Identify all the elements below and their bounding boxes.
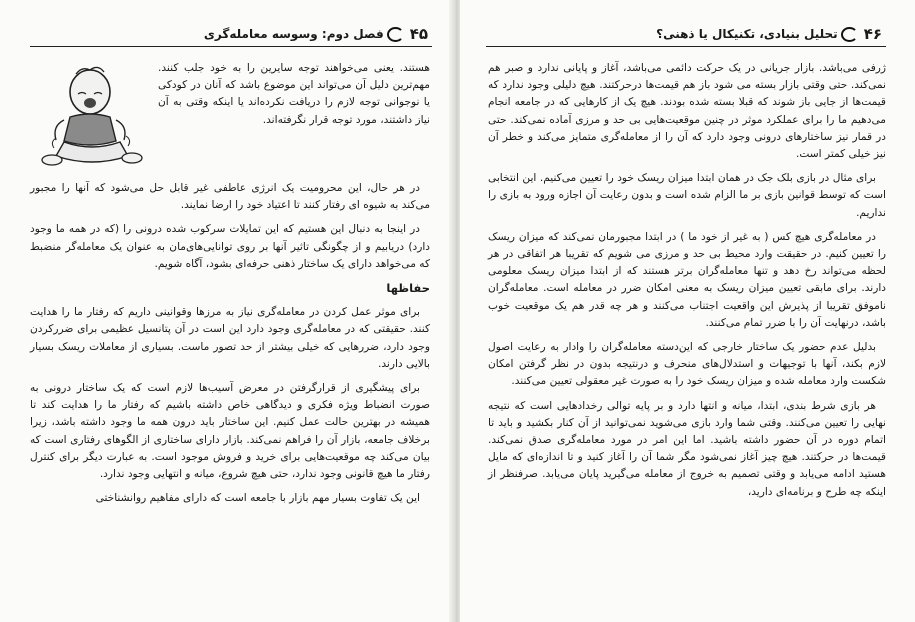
paragraph: در اینجا به دنبال این هستیم که این تمایلات سرکوب شده درونی را (که در همه ما وجود دارد) دریابیم و از چگونگی تاثیر آنها بر روی توانایی‌های‌مان به عنوان یک معامله‌گر منضبط که می‌خواهد دارای یک ساختار ذهنی حرفه‌ای بشود، آگاه شویم. bbox=[30, 223, 430, 270]
left-running-head bbox=[204, 24, 431, 44]
paragraph: در هر حال، این محرومیت یک انرژی عاطفی غیر قابل حل می‌شود که آنها را مجبور می‌کند به شیوه ای رفتار کنند تا اعتیاد خود را ارضا نمایند. bbox=[30, 182, 430, 212]
paragraph: این یک تفاوت بسیار مهم بازار با جامعه است که دارای مفاهیم روانشناختی bbox=[95, 492, 420, 505]
paragraph: بدلیل عدم حضور یک ساختار خارجی که این‌دسته معامله‌گران را وادار به رعایت اصول لازم بکند، آنها با توجیهات و استدلال‌های منحرف و درنتیجه بدون در نظر گرفتن امکان شکست وارد معامله شده و میزان ریسک خود را به صورت غیر معقولی تعیین می‌کنند. bbox=[488, 341, 886, 388]
left-page bbox=[0, 0, 455, 622]
right-body-text bbox=[488, 60, 886, 508]
right-page-number: ۴۶ bbox=[863, 25, 882, 43]
section-heading: حفاظها bbox=[386, 281, 430, 296]
paragraph: در معامله‌گری هیچ کس ( به غیر از خود ما ) در ابتدا مجبورمان نمی‌کند که میزان ریسک را تعیین کنیم. در حقیقت وارد محیط بی حد و مرزی می شویم که تقریبا هر اتفاقی در هر لحظه می‌تواند رخ دهد و تنها معامله‌گران برتر هستند که از ابتدا میزان ریسک معلومی دارند. برای مابقی تعیین میزان ریسک به معنی امکان ضرر در معامله است. معامله‌گران ناموفق تقریبا از پذیرش این واقعیت اجتناب می‌کنند و هر چه قدر هم یک موقعیت خوب باشد، درنهایت آن را با ضرر تمام می‌کنند. bbox=[488, 230, 886, 329]
paragraph: برای موثر عمل کردن در معامله‌گری نیاز به مرزها وقوانینی داریم که رفتار ما را هدایت کنند. حقیقتی که در معامله‌گری وجود دارد این است در آن پتانسیل عظیمی برای ضررکردن وجود دارد، ضررهایی که خیلی بیشتر از حد تصور ماست. بسیاری از معاملات ریسک بسیار بالایی دارند. bbox=[30, 306, 430, 370]
swirl-ornament-icon bbox=[841, 27, 858, 42]
paragraph: برای پیشگیری از قرارگرفتن در معرض آسیب‌ها لازم است که یک ساختار درونی به صورت انضباط ویژه فکری و دیدگاهی خاص داشته باشیم که رفتار ما را هدایت کند تا همیشه در بهترین حالت عمل کنیم. این ساختار باید درون همه ما وجود داشته باشد، زیرا برخلاف جامعه، بازار آن را فراهم نمی‌کند. بازار دارای ساختاری از الگوهای رفتاری است که بیان می‌کند چه موقعیت‌هایی برای خرید و فروش موجود است. به عبارت دیگر برای کنترل رفتار ما هیچ قانونی وجود ندارد، حتی هیچ شروع، میانه و انتهایی وجود ندارد. bbox=[30, 382, 430, 481]
left-header-rule bbox=[30, 46, 432, 47]
swirl-ornament-icon bbox=[387, 27, 404, 42]
paragraph: برای مثال در بازی بلک جک در همان ابتدا میزان ریسک خود را تعیین می‌کنیم. این انتخابی است که توسط قوانین بازی بر ما الزام شده است و بدون رعایت آن اجازه ورود به بازی را نداریم. bbox=[488, 172, 886, 219]
left-wrap-text bbox=[158, 60, 430, 136]
right-chapter-title: تحلیل بنیادی، تکنیکال یا ذهنی؟ bbox=[656, 27, 838, 41]
left-page-number: ۴۵ bbox=[409, 25, 428, 43]
right-header-rule bbox=[486, 46, 886, 47]
paragraph: هستند. یعنی می‌خواهند توجه سایرین را به خود جلب کنند. مهم‌ترین دلیل آن می‌تواند این موضوع باشد که آنان در کودکی یا نوجوانی توجه لازم را دریافت نکرده‌اند یا اینکه وقتی به آن نیاز داشتند، مورد توجه قرار نگرفته‌اند. bbox=[158, 62, 430, 126]
left-chapter-title: فصل دوم: وسوسه معامله‌گری bbox=[203, 27, 384, 41]
paragraph: ژرفی می‌باشد. بازار جریانی در یک حرکت دائمی می‌باشد، آغاز و پایانی ندارد و صبر هم نمی‌کند. حتی وقتی بازار بسته می شود باز هم قیمت‌ها درحرکتند. هیچ دلیلی وجود ندارد که قیمت‌ها از جایی باز شوند که قبلا بسته شده بودند. هیچ یک از کارهایی که در جامعه انجام می‌دهیم ما را برای عملکرد موثر در چنین موقعیت‌هایی بی حد و مرزی آماده نمی‌کند. حتی در قمار نیز ساختارهای درونی وجود دارد که آن را از معامله‌گری متمایز می‌کند و خطر آن نیز خیلی کمتر است. bbox=[488, 62, 886, 161]
left-body-text bbox=[30, 180, 430, 514]
crying-baby-illustration bbox=[34, 62, 154, 172]
right-running-head bbox=[656, 24, 885, 44]
paragraph: هر بازی شرط بندی، ابتدا، میانه و انتها دارد و بر پایه توالی رخدادهایی است که نتیجه نهایی را تعیین می‌کنند. وقتی شما وارد بازی می‌شوید نمی‌توانید از آن کنار بکشید و باید تا اتمام دوره در آن حضور داشته باشید. اما این امر در مورد معامله‌گری صدق نمی‌کند. قیمت‌ها در حرکتند. هیچ چیز آغاز نمی‌شود مگر شما آن را آغاز کنید و تا اندازه‌ای که مایل هستید ادامه می‌یابد و وقتی تصمیم به خروج از معامله می‌گیرید پایان می‌یابد. صرفنظر از اینکه چه طرح و برنامه‌ای دارید، bbox=[488, 399, 886, 498]
right-page bbox=[460, 0, 915, 622]
